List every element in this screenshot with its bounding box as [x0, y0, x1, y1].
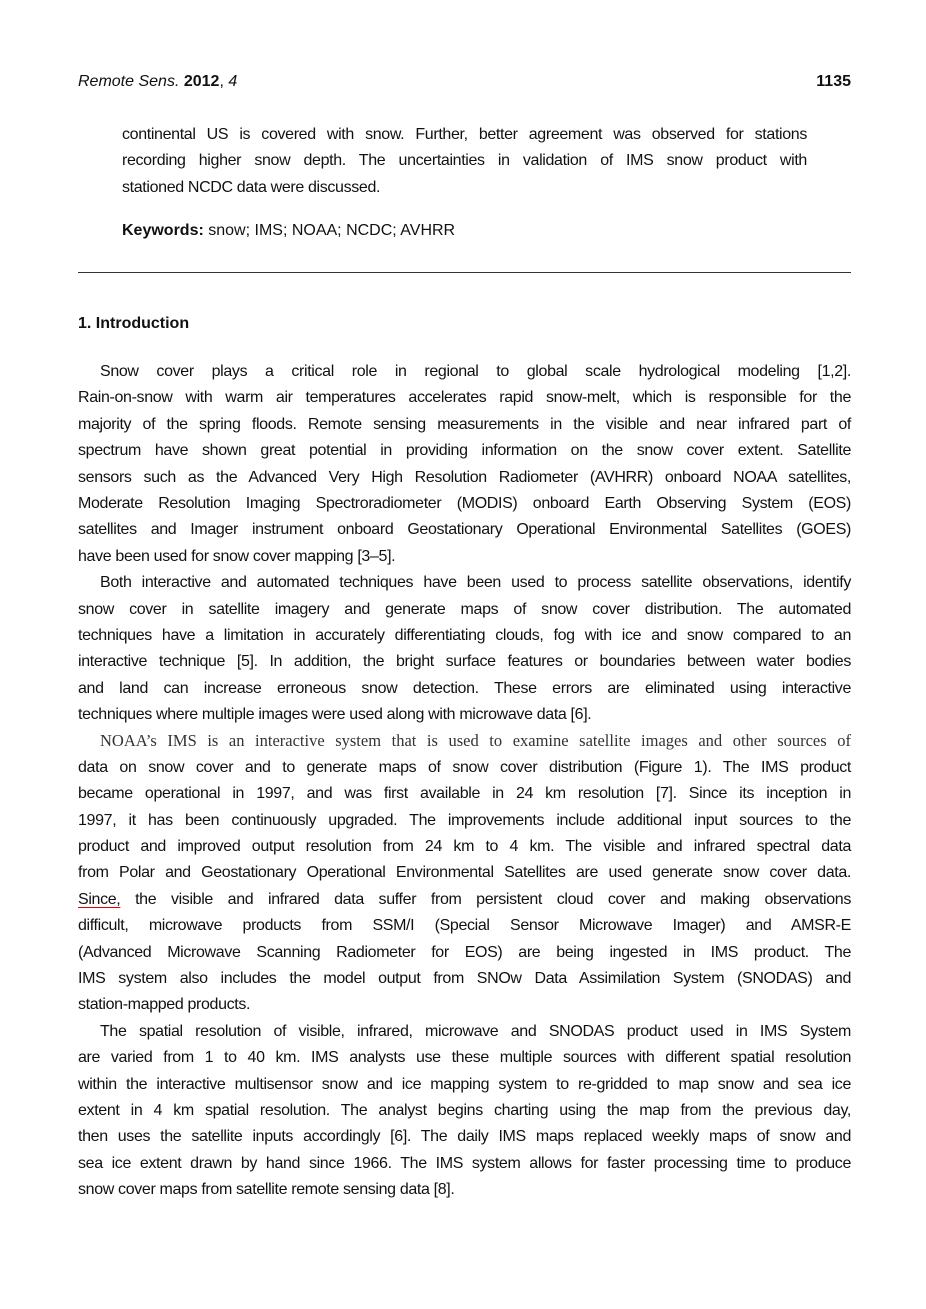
keywords-label: Keywords:: [122, 222, 204, 239]
abstract-line: continental US is covered with snow. Further, better agreement was observed for stations: [122, 126, 807, 143]
abstract-line: recording higher snow depth. The uncertainties in validation of IMS snow product with: [122, 152, 807, 170]
paragraph-line: extent in 4 km spatial resolution. The analyst begins charting using the map from the previous day,: [78, 1101, 851, 1119]
page-number: 1135: [816, 73, 851, 90]
paragraph-line: IMS system also includes the model output from SNOw Data Assimilation System (SNODAS) and: [78, 969, 851, 987]
abstract-line: stationed NCDC data were discussed.: [122, 178, 381, 196]
paragraph-line: Rain-on-snow with warm air temperatures accelerates rapid snow-melt, which is responsible for the: [78, 389, 851, 407]
paragraph-line: spectrum have shown great potential in providing information on the snow cover extent. Satellite: [78, 442, 851, 460]
paragraph-line: The spatial resolution of visible, infrared, microwave and SNODAS product used in IMS System: [100, 1022, 851, 1040]
paragraph-line: are varied from 1 to 40 km. IMS analysts use these multiple sources with different spatial resolution: [78, 1049, 851, 1067]
abstract: [122, 122, 807, 201]
paragraph-line: sensors such as the Advanced Very High Resolution Radiometer (AVHRR) onboard NOAA satellites,: [78, 468, 851, 486]
paragraph-line: station-mapped products.: [78, 996, 251, 1014]
paragraph-line: Both interactive and automated techniques have been used to process satellite observations, identify: [100, 574, 851, 592]
paragraph-line: have been used for snow cover mapping [3–5].: [78, 547, 396, 565]
paragraph-line: techniques where multiple images were used along with microwave data [6].: [78, 706, 592, 724]
paragraph-line: and land can increase erroneous snow detection. These errors are eliminated using interactive: [78, 679, 851, 697]
paragraph-line: snow cover maps from satellite remote sensing data [8].: [78, 1181, 455, 1199]
paragraph-line: techniques have a limitation in accurately differentiating clouds, fog with ice and snow compared to an: [78, 626, 851, 644]
keywords-list: snow; IMS; NOAA; NCDC; AVHRR: [208, 222, 456, 239]
journal-name: Remote Sens.: [78, 73, 180, 90]
paragraph-line: snow cover in satellite imagery and generate maps of snow cover distribution. The automated: [78, 600, 851, 618]
paragraph-line: within the interactive multisensor snow and ice mapping system to re-gridded to map snow and sea ice: [78, 1075, 851, 1093]
paragraph-line: became operational in 1997, and was first available in 24 km resolution [7]. Since its inception in: [78, 785, 851, 803]
paragraph-line: satellites and Imager instrument onboard Geostationary Operational Environmental Satellites (GOES): [78, 521, 851, 539]
paragraph-line: data on snow cover and to generate maps of snow cover distribution (Figure 1). The IMS product: [78, 758, 851, 776]
keywords: [122, 222, 455, 240]
section-body: [78, 359, 851, 1204]
paragraph-line: NOAA’s IMS is an interactive system that is used to examine satellite images and other sources of: [100, 731, 851, 751]
volume: 4: [228, 73, 238, 90]
paragraph-line: Since, the visible and infrared data suffer from persistent cloud cover and making observations: [78, 890, 851, 908]
year: 2012: [183, 73, 220, 90]
section-heading: 1. Introduction: [78, 315, 190, 332]
spellcheck-flag: Since,: [78, 890, 121, 908]
paragraph-line: product and improved output resolution from 24 km to 4 km. The visible and infrared spectral data: [78, 838, 851, 856]
divider: [78, 272, 851, 273]
running-header: Remote Sens. 2012, 4: [78, 73, 238, 90]
paragraph-line: then uses the satellite inputs accordingly [6]. The daily IMS maps replaced weekly maps of snow and: [78, 1128, 851, 1146]
paragraph-line: majority of the spring floods. Remote sensing measurements in the visible and near infrared part of: [78, 415, 851, 433]
paragraph-line: from Polar and Geostationary Operational Environmental Satellites are used generate snow cover data.: [78, 864, 851, 882]
paragraph-line: difficult, microwave products from SSM/I (Special Sensor Microwave Imager) and AMSR-E: [78, 917, 851, 935]
paragraph-line: sea ice extent drawn by hand since 1966. The IMS system allows for faster processing time to produce: [78, 1154, 851, 1172]
paragraph-line: interactive technique [5]. In addition, the bright surface features or boundaries between water bodies: [78, 653, 851, 671]
paragraph-line: (Advanced Microwave Scanning Radiometer for EOS) are being ingested in IMS product. The: [78, 943, 851, 961]
paragraph-line: Snow cover plays a critical role in regional to global scale hydrological modeling [1,2].: [100, 363, 851, 380]
paragraph-line: 1997, it has been continuously upgraded. The improvements include additional input sources to the: [78, 811, 851, 829]
paragraph-line: Moderate Resolution Imaging Spectroradiometer (MODIS) onboard Earth Observing System (EOS): [78, 494, 851, 512]
